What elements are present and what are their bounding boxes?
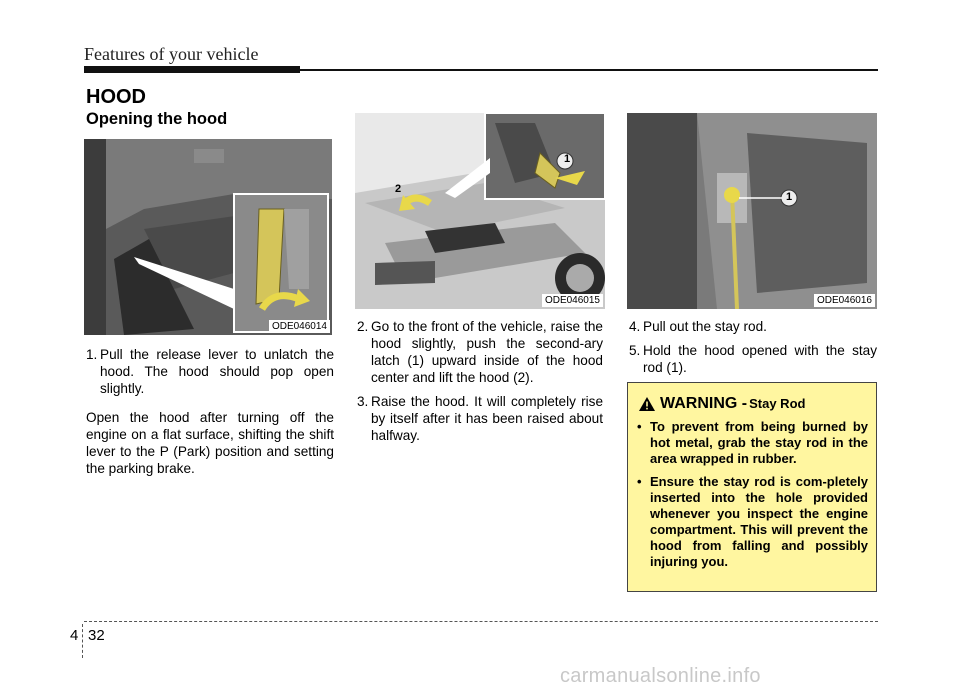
step-number: 1. — [86, 347, 98, 362]
step-item — [86, 346, 334, 397]
callout-hood: 2 — [395, 183, 402, 195]
step-number: 2. — [357, 319, 369, 334]
warning-item-text: Ensure the stay rod is com-pletely inserted into the hole provided whenever you inspect the engine compartment. This will prevent the hood from falling and possibly injuring you. — [650, 474, 868, 569]
note-text: Open the hood after turning off the engine on a flat surface, shifting the shift lever to the P (Park) position and setting the parking brake. — [86, 410, 334, 476]
header-rule-thin — [300, 69, 878, 71]
warning-triangle-icon — [638, 396, 656, 412]
figure-caption: ODE046015 — [542, 294, 603, 307]
footer-rule — [84, 621, 878, 622]
bullet-icon: • — [637, 419, 642, 434]
warning-label: WARNING - — [660, 395, 748, 412]
column-2-text — [357, 318, 603, 451]
chapter-number: 4 — [70, 627, 79, 644]
footer-divider — [82, 624, 83, 658]
figure-caption: ODE046014 — [269, 320, 330, 333]
step-item — [629, 342, 877, 376]
section-subtitle: Opening the hood — [86, 110, 228, 128]
page-number: 32 — [88, 627, 105, 644]
warning-heading — [638, 395, 805, 413]
step-text: Pull out the stay rod. — [643, 319, 767, 334]
header-title: Features of your vehicle — [84, 44, 259, 64]
warning-topic: Stay Rod — [749, 396, 806, 411]
step-text: Hold the hood opened with the stay rod (1). — [643, 343, 877, 375]
figure-caption: ODE046016 — [814, 294, 875, 307]
figure-car-front — [355, 113, 605, 309]
step-number: 3. — [357, 394, 369, 409]
section-title: HOOD — [86, 86, 146, 108]
warning-item-text: To prevent from being burned by hot metal, grab the stay rod in the area wrapped in rubber. — [650, 419, 868, 466]
warning-box — [627, 382, 877, 592]
watermark: carmanualsonline.info — [560, 665, 761, 687]
bullet-icon: • — [637, 474, 642, 489]
step-text: Pull the release lever to unlatch the hood. The hood should pop open slightly. — [100, 347, 334, 396]
column-1-text — [86, 346, 334, 477]
header-rule-thick — [84, 66, 300, 73]
figure-release-lever — [84, 139, 332, 335]
step-item — [629, 318, 877, 335]
callout-stay-rod: 1 — [785, 191, 793, 203]
callout-secondary-latch: 1 — [563, 153, 571, 165]
step-text: Go to the front of the vehicle, raise the hood slightly, push the second-ary latch (1) upward inside of the hood center and lift the hood (2). — [371, 319, 603, 385]
step-item — [357, 393, 603, 444]
column-3-text — [629, 318, 877, 383]
warning-list — [636, 419, 868, 577]
step-item — [357, 318, 603, 386]
step-number: 4. — [629, 319, 641, 334]
step-number: 5. — [629, 343, 641, 358]
step-text: Raise the hood. It will completely rise by itself after it has been raised about halfway. — [371, 394, 603, 443]
warning-item — [636, 419, 868, 467]
figure-stay-rod — [627, 113, 877, 309]
warning-item — [636, 474, 868, 570]
